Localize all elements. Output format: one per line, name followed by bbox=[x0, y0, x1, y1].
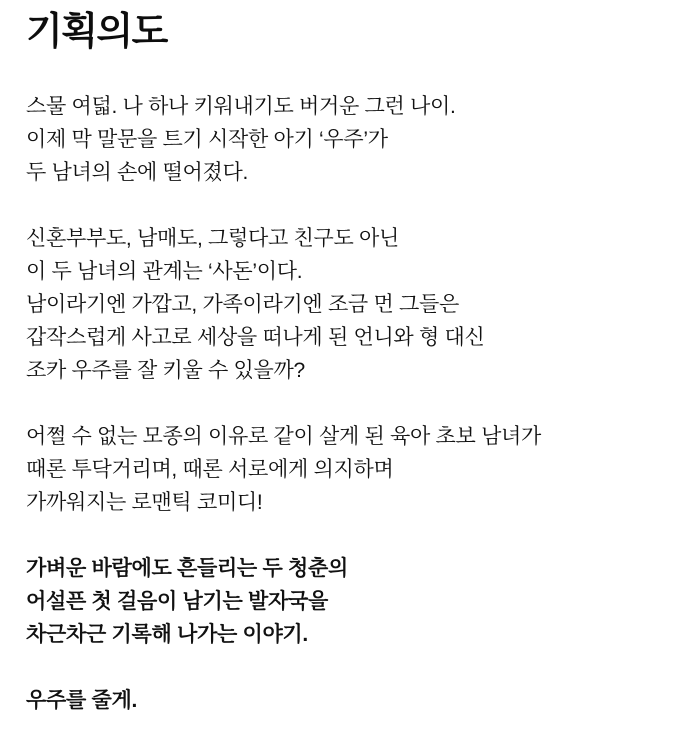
paragraph-line: 가까워지는 로맨틱 코미디! bbox=[26, 490, 263, 514]
paragraph-line: 남이라기엔 가깝고, 가족이라기엔 조금 먼 그들은 bbox=[26, 292, 459, 316]
paragraph-line: 스물 여덟. 나 하나 키워내기도 버거운 그런 나이. bbox=[26, 94, 456, 118]
paragraph-relationship bbox=[26, 222, 672, 387]
paragraph-line: 두 남녀의 손에 떨어졌다. bbox=[26, 160, 248, 184]
paragraph-line: 신혼부부도, 남매도, 그렇다고 친구도 아닌 bbox=[26, 226, 399, 250]
paragraph-line: 어쩔 수 없는 모종의 이유로 같이 살게 된 육아 초보 남녀가 bbox=[26, 424, 542, 448]
paragraph-line: 때론 투닥거리며, 때론 서로에게 의지하며 bbox=[26, 457, 394, 481]
paragraph-line: 조카 우주를 잘 키울 수 있을까? bbox=[26, 358, 305, 382]
paragraph-line: 차근차근 기록해 나가는 이야기. bbox=[26, 622, 308, 646]
paragraph-line: 갑작스럽게 사고로 세상을 떠나게 된 언니와 형 대신 bbox=[26, 325, 485, 349]
paragraph-line: 어설픈 첫 걸음이 남기는 발자국을 bbox=[26, 589, 328, 613]
paragraph-line: 우주를 줄게. bbox=[26, 688, 137, 712]
paragraph-genre bbox=[26, 420, 672, 519]
paragraph-line: 이제 막 말문을 트기 시작한 아기 ‘우주’가 bbox=[26, 127, 388, 151]
paragraph-theme bbox=[26, 552, 672, 651]
paragraph-line: 가벼운 바람에도 흔들리는 두 청춘의 bbox=[26, 556, 348, 580]
paragraph-intro bbox=[26, 90, 672, 189]
paragraph-line: 이 두 남녀의 관계는 ‘사돈’이다. bbox=[26, 259, 303, 283]
page-title: 기획의도 bbox=[26, 11, 167, 53]
paragraph-tagline bbox=[26, 684, 672, 717]
